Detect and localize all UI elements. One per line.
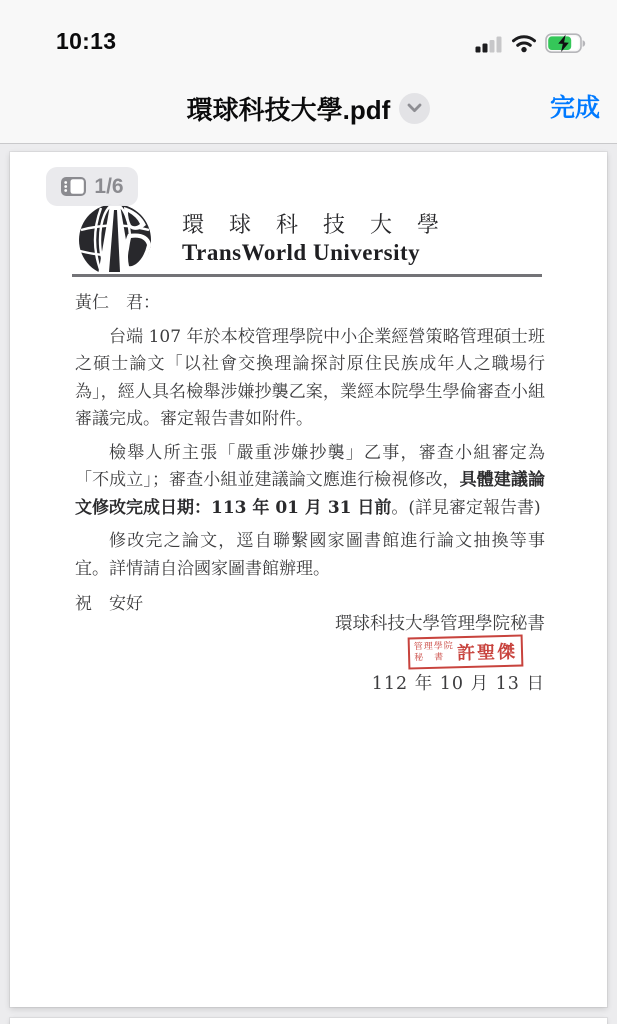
- paragraph-2-text: 檢舉人所主張「嚴重涉嫌抄襲」乙事，審查小組審定為「不成立」；審查小組並建議論文應進行檢視修改，: [75, 442, 545, 490]
- letter-paragraph-1: 台端 107 年於本校管理學院中小企業經營策略管理碩士班之碩士論文「以社會交換理論探討原住民族成年人之職場行為」，經人具名檢舉涉嫌抄襲乙案，業經本院學生學倫審查小組審議完成。審定報告書如附件。: [75, 326, 545, 429]
- pdf-page-2: [10, 1018, 607, 1024]
- done-button[interactable]: 完成: [550, 88, 600, 124]
- paragraph-2-tail: 。(詳見審定報告書): [391, 497, 541, 518]
- university-name-zh: 環 球 科 技 大 學: [182, 213, 448, 238]
- signature-date: 112 年 10 月 13 日: [371, 674, 545, 694]
- letter-greeting: 黃仁 君：: [75, 293, 160, 313]
- letter-paragraph-2: [75, 440, 545, 523]
- pdf-page-1: [10, 152, 607, 1007]
- stamp-office-line1: 管理學院: [413, 641, 454, 653]
- university-name-en: TransWorld University: [182, 240, 421, 265]
- stamp-office-text: [414, 641, 455, 664]
- secretary-seal-stamp: [408, 635, 524, 670]
- status-time: 10:13: [56, 28, 117, 54]
- cellular-signal-icon: [475, 35, 503, 58]
- signature-title: 環球科技大學管理學院秘書: [335, 614, 545, 634]
- title-menu-button[interactable]: [399, 93, 430, 124]
- letter-closing: 祝 安好: [75, 594, 143, 614]
- titlebar: [0, 84, 617, 132]
- letterhead-rule: [72, 274, 542, 277]
- document-title: 環球科技大學.pdf: [186, 94, 391, 125]
- university-logo: [72, 202, 162, 283]
- chevron-down-icon: [407, 103, 422, 113]
- top-chrome: [0, 0, 617, 144]
- letter-paragraph-3: 修改完之論文，逕自聯繫國家圖書館進行論文抽換等事宜。詳情請自洽國家圖書館辦理。: [75, 531, 545, 579]
- pdf-scroll-area[interactable]: [0, 144, 617, 1024]
- thumbnails-icon: [60, 176, 87, 197]
- page-indicator-label: 1/6: [94, 174, 124, 198]
- stamp-office-line2: 秘 書: [414, 652, 445, 664]
- status-icons: [475, 33, 586, 59]
- stamp-name: 許聖傑: [456, 641, 518, 665]
- battery-charging-icon: [545, 33, 586, 59]
- paragraph-2-deadline-bold: 具體建議論文修改完成日期：113 年 01 月 31 日前: [75, 470, 546, 518]
- page-indicator-pill[interactable]: [46, 167, 138, 206]
- wifi-icon: [511, 34, 537, 58]
- letter-body: [75, 290, 545, 625]
